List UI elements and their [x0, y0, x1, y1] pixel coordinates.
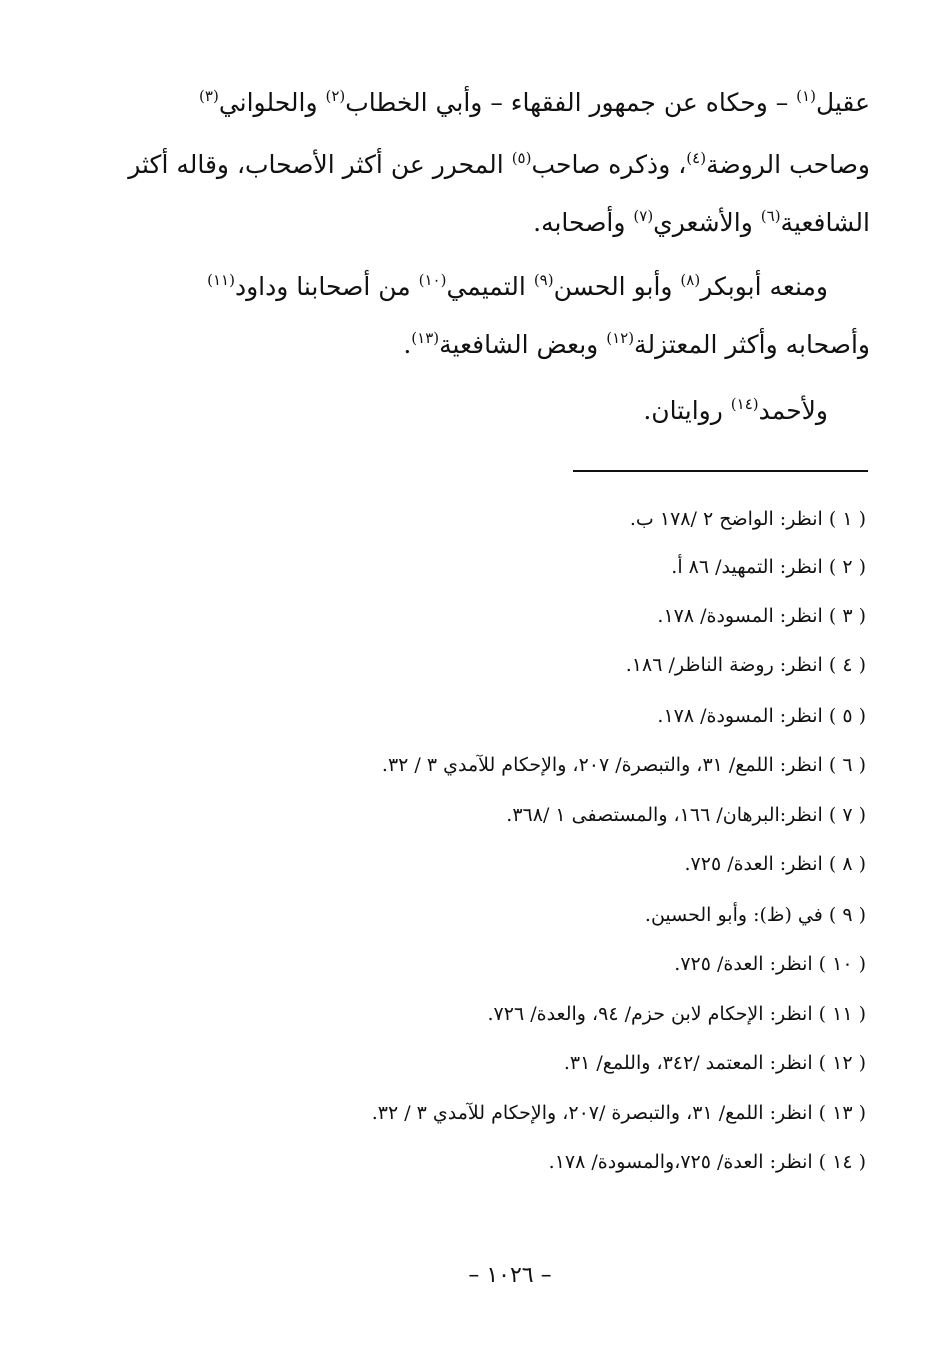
body-line-5: [403, 330, 870, 359]
footnote-9: ( ٩ ) في (ظ): وأبو الحسين.: [644, 904, 866, 926]
footnote-ref-3[interactable]: (٣): [199, 87, 219, 105]
body-text: ولأحمد: [758, 396, 828, 425]
body-text: ومنعه أبوبكر: [700, 272, 828, 301]
footnote-11: ( ١١ ) انظر: الإحكام لابن حزم/ ٩٤، والعدة/ ٧٢٦.: [487, 1003, 866, 1025]
footnote-10: ( ١٠ ) انظر: العدة/ ٧٢٥.: [674, 953, 866, 975]
body-text: – وحكاه عن جمهور الفقهاء – وأبي الخطاب: [345, 88, 797, 117]
footnote-3: ( ٣ ) انظر: المسودة/ ١٧٨.: [657, 605, 866, 627]
footnote-ref-10[interactable]: (١٠): [418, 271, 447, 289]
footnote-ref-12[interactable]: (١٢): [606, 329, 635, 347]
footnote-ref-9[interactable]: (٩): [533, 271, 554, 289]
body-text: .: [403, 330, 412, 359]
body-text: وأبو الحسن: [553, 272, 681, 301]
footnote-1: ( ١ ) انظر: الواضح ٢ /١٧٨ ب.: [629, 508, 866, 530]
footnote-ref-13[interactable]: (١٣): [411, 329, 440, 347]
body-text: ، وذكره صاحب: [531, 150, 687, 179]
body-text: التميمي: [446, 272, 534, 301]
body-text: المحرر عن أكثر الأصحاب، وقاله أكثر: [128, 150, 512, 179]
body-line-2: [128, 150, 870, 179]
footnote-7: ( ٧ ) انظر:البرهان/ ١٦٦، والمستصفى ١ /٣٦٨.: [506, 804, 866, 826]
body-text: وصاحب الروضة: [706, 150, 870, 179]
body-text: والحلواني: [218, 88, 326, 117]
footnote-ref-2[interactable]: (٢): [325, 87, 346, 105]
footnote-ref-4[interactable]: (٤): [686, 149, 707, 167]
footnote-8: ( ٨ ) انظر: العدة/ ٧٢٥.: [684, 853, 866, 875]
footnote-4: ( ٤ ) انظر: روضة الناظر/ ١٨٦.: [625, 654, 866, 676]
footnote-ref-11[interactable]: (١١): [207, 271, 235, 289]
footnote-ref-7[interactable]: (٧): [633, 207, 654, 225]
body-line-4: [207, 272, 828, 301]
body-text: من أصحابنا وداود: [234, 272, 419, 301]
footnote-12: ( ١٢ ) انظر: المعتمد /٣٤٢، واللمع/ ٣١.: [563, 1052, 866, 1074]
body-text: وبعض الشافعية: [439, 330, 607, 359]
body-text: الشافعية: [780, 208, 870, 237]
body-line-6: [643, 396, 828, 425]
footnote-ref-8[interactable]: (٨): [680, 271, 701, 289]
footnote-6: ( ٦ ) انظر: اللمع/ ٣١، والتبصرة/ ٢٠٧، والإحكام للآمدي ٣ / ٣٢.: [381, 754, 866, 776]
footnote-ref-14[interactable]: (١٤): [730, 395, 759, 413]
footnote-ref-1[interactable]: (١): [796, 87, 816, 105]
body-text: والأشعري: [653, 208, 761, 237]
page-number: – ١٠٢٦ –: [468, 1263, 552, 1288]
body-text: وأصحابه وأكثر المعتزلة: [634, 330, 870, 359]
footnote-5: ( ٥ ) انظر: المسودة/ ١٧٨.: [657, 705, 866, 727]
footnote-2: ( ٢ ) انظر: التمهيد/ ٨٦ أ.: [671, 556, 866, 578]
footnote-ref-5[interactable]: (٥): [511, 149, 532, 167]
footnote-separator: [573, 470, 868, 472]
footnote-13: ( ١٣ ) انظر: اللمع/ ٣١، والتبصرة /٢٠٧، والإحكام للآمدي ٣ / ٣٢.: [371, 1102, 866, 1124]
body-line-1: [199, 88, 870, 117]
body-text: وأصحابه.: [533, 208, 634, 237]
footnote-ref-6[interactable]: (٦): [760, 207, 781, 225]
footnote-14: ( ١٤ ) انظر: العدة/ ٧٢٥،والمسودة/ ١٧٨.: [548, 1151, 866, 1173]
body-text: عقيل: [815, 88, 870, 117]
body-line-3: [533, 208, 870, 237]
body-text: روايتان.: [643, 396, 731, 425]
